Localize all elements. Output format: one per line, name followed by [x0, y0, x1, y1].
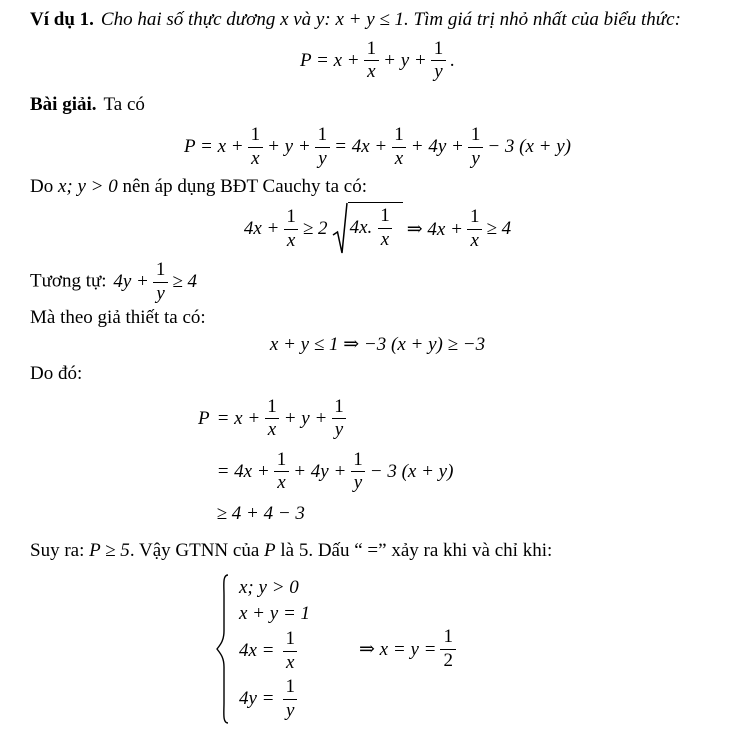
- fraction-denominator: y: [351, 471, 365, 494]
- fraction-denominator: y: [153, 282, 167, 305]
- solution-intro: Ta có: [103, 93, 145, 115]
- math-token: x + y ≤ 1 ⇒ −3 (x + y) ≥ −3: [269, 333, 486, 355]
- fraction-numerator: 1: [267, 395, 277, 417]
- align-rhs-row2: [215, 450, 456, 494]
- fraction-denominator: x: [265, 418, 279, 441]
- fraction-numerator: 1: [394, 124, 404, 146]
- fraction-numerator: 1: [366, 37, 377, 59]
- math-token: ≥ 4: [486, 218, 512, 240]
- fraction-numerator: 1: [380, 205, 390, 227]
- fraction: [264, 397, 280, 441]
- align-lhs: P: [198, 407, 210, 429]
- fraction-numerator: 1: [469, 206, 480, 228]
- math-token: − 3 (x + y): [369, 460, 454, 482]
- fraction-numerator: 1: [443, 626, 453, 648]
- system-row: [239, 577, 313, 599]
- math-run: P: [264, 539, 276, 561]
- fraction: [153, 260, 169, 304]
- system-row: [239, 677, 313, 721]
- math-token: 4x =: [239, 640, 275, 662]
- math-token: P = x +: [184, 136, 244, 158]
- fraction: [431, 39, 447, 83]
- fraction: [377, 206, 393, 250]
- fraction-denominator: x: [248, 147, 262, 170]
- math-token: x + y = 1: [239, 603, 311, 625]
- example-label: Ví dụ 1.: [30, 9, 94, 30]
- fraction-denominator: x: [274, 471, 288, 494]
- align-rhs-row1: [215, 397, 456, 441]
- math-run: P ≥ 5: [89, 539, 130, 561]
- math-token: ⇒ x = y =: [359, 638, 437, 660]
- fraction: [283, 677, 299, 721]
- fraction-numerator: 1: [250, 124, 261, 146]
- system-row: [239, 629, 313, 673]
- fraction-denominator: 2: [440, 649, 456, 672]
- fraction: [467, 207, 483, 251]
- fraction: [248, 125, 264, 169]
- math-token: = x +: [216, 407, 261, 429]
- fraction-numerator: 1: [276, 448, 287, 470]
- equation-cauchy: [30, 202, 725, 256]
- fraction-numerator: 1: [353, 448, 363, 470]
- text-run: . Vậy GTNN của: [129, 539, 260, 561]
- math-token: ⇒ 4x +: [406, 218, 463, 240]
- fraction-numerator: 1: [433, 37, 444, 59]
- math-token: x; y > 0: [239, 577, 299, 599]
- math-token: ≥ 4 + 4 − 3: [216, 502, 305, 524]
- text-run: nên áp dụng BĐT Cauchy ta có:: [122, 176, 367, 198]
- equation-p-expanded: [30, 125, 725, 169]
- math-token: + y +: [267, 136, 311, 158]
- math-token: + y +: [383, 49, 427, 71]
- fraction-denominator: x: [467, 229, 481, 252]
- fraction-denominator: y: [315, 147, 329, 170]
- fraction: [364, 39, 380, 83]
- math-token: P = x +: [300, 49, 360, 71]
- fraction: [350, 450, 366, 494]
- fraction-denominator: x: [284, 229, 298, 252]
- fraction: [391, 125, 407, 169]
- fraction-denominator: y: [283, 699, 297, 722]
- solution-header-line: [30, 93, 725, 118]
- fraction: [315, 125, 331, 169]
- text-run: Suy ra:: [30, 539, 85, 561]
- aligned-derivation: [198, 397, 725, 525]
- fraction-denominator: x: [392, 147, 406, 170]
- fraction-denominator: x: [378, 228, 392, 251]
- solution-label: Bài giải.: [30, 93, 97, 115]
- math-token: + y +: [283, 407, 328, 429]
- text-run: là 5. Dấu “ =” xảy ra khi và chỉ khi:: [280, 539, 553, 561]
- math-run: x; y > 0: [57, 176, 118, 198]
- fraction: [274, 450, 290, 494]
- math-token: 4y =: [239, 688, 275, 710]
- math-token: 4x +: [243, 218, 280, 240]
- math-token: − 3 (x + y): [487, 136, 571, 158]
- similar-line: [30, 260, 725, 304]
- fraction: [283, 629, 299, 673]
- fraction: [331, 397, 347, 441]
- math-token: + 4y +: [293, 460, 347, 482]
- math-token: ≥ 4: [172, 270, 198, 292]
- text-run: Do: [30, 176, 54, 198]
- equation-p-definition: [30, 39, 725, 83]
- align-rhs-row3: [215, 503, 456, 525]
- fraction-numerator: 1: [470, 124, 481, 146]
- math-token: ≥ 2: [302, 218, 328, 240]
- problem-statement-line: [30, 8, 725, 33]
- math-run: [111, 260, 199, 304]
- fraction-denominator: x: [283, 651, 297, 674]
- fraction-denominator: y: [468, 147, 482, 170]
- math-token: 4y +: [113, 270, 149, 292]
- fraction-numerator: 1: [334, 395, 344, 417]
- radical-sign-icon: [332, 202, 348, 256]
- equation-hypothesis: [30, 333, 725, 356]
- fraction: [283, 207, 299, 251]
- system-implication: [357, 627, 458, 671]
- math-token: = 4x +: [216, 460, 270, 482]
- math-token: .: [450, 49, 455, 71]
- system-rows: [239, 577, 313, 721]
- left-brace-icon: [215, 573, 230, 725]
- fraction-denominator: x: [364, 60, 378, 83]
- fraction-denominator: y: [431, 60, 445, 83]
- math-token: + 4y +: [410, 136, 464, 158]
- math-token: = 4x +: [334, 136, 388, 158]
- fraction-numerator: 1: [155, 259, 166, 281]
- fraction-numerator: 1: [286, 206, 296, 228]
- square-root: [332, 202, 403, 256]
- fraction-numerator: 1: [317, 124, 328, 146]
- radicand: [348, 202, 403, 250]
- fraction-denominator: y: [332, 418, 346, 441]
- text-run: Tương tự:: [30, 270, 107, 292]
- example-statement: Cho hai số thực dương x và y: x + y ≤ 1. Tìm giá trị nhỏ nhất của biểu thức:: [100, 9, 681, 30]
- fraction: [468, 125, 484, 169]
- equation-system: [215, 573, 725, 725]
- hypothesis-line: Mà theo giả thiết ta có:: [30, 307, 206, 329]
- math-token: 4x.: [349, 217, 373, 239]
- conclusion-line: [30, 539, 725, 564]
- fraction-numerator: 1: [285, 628, 296, 650]
- fraction-numerator: 1: [285, 676, 296, 698]
- fraction: [440, 627, 456, 671]
- therefore-line: Do đó:: [30, 362, 83, 384]
- system-row: [239, 603, 313, 625]
- cauchy-intro-line: [30, 175, 725, 200]
